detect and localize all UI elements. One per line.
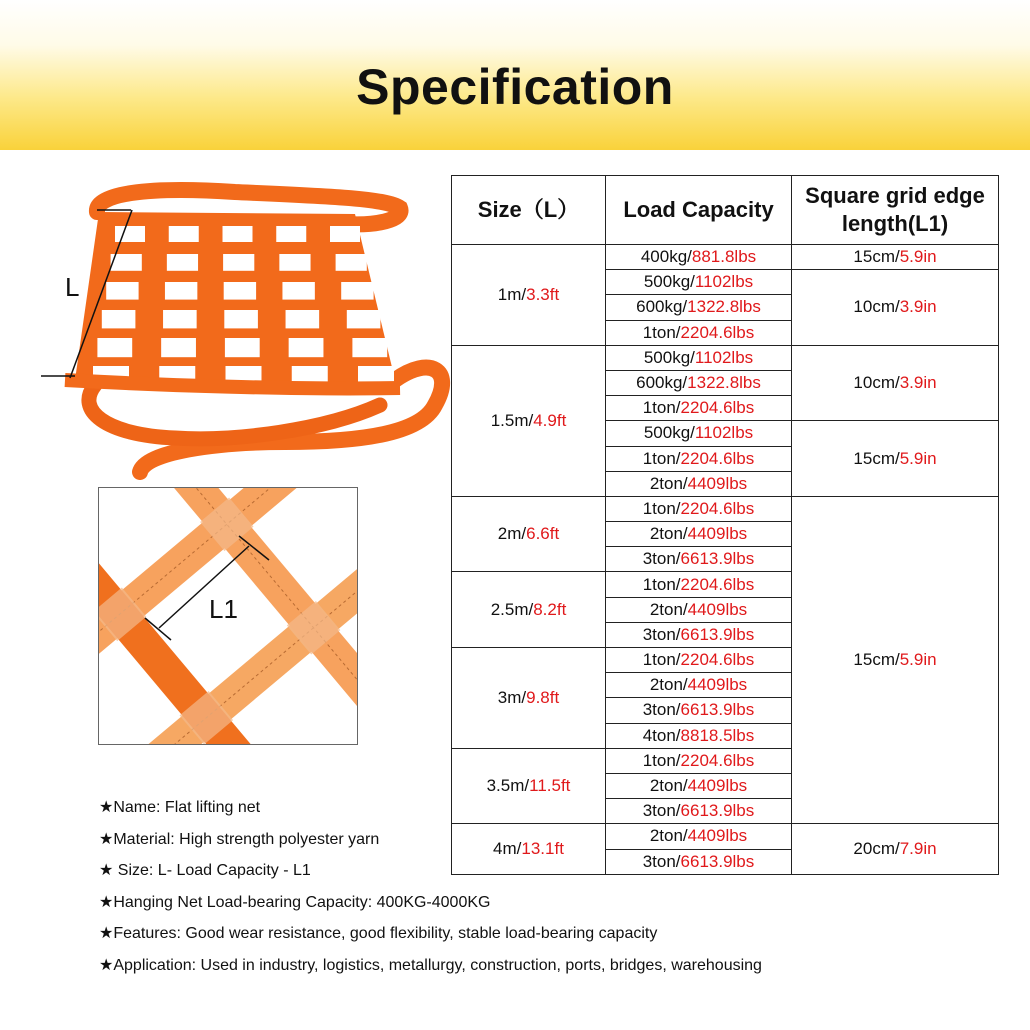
- grid-edge-cell: 10cm/3.9in: [792, 270, 999, 346]
- size-cell: 3.5m/11.5ft: [452, 748, 606, 824]
- size-cell: 2m/6.6ft: [452, 496, 606, 572]
- table-row: [452, 496, 999, 521]
- load-capacity-cell: 2ton/4409lbs: [606, 522, 792, 547]
- load-capacity-cell: 400kg/881.8lbs: [606, 245, 792, 270]
- net-grid: [75, 212, 397, 388]
- load-capacity-cell: 2ton/4409lbs: [606, 673, 792, 698]
- note-size: ★ Size: L- Load Capacity - L1: [99, 862, 311, 880]
- size-cell: 3m/9.8ft: [452, 648, 606, 749]
- header-grid-edge: Square grid edge length(L1): [792, 176, 999, 245]
- size-cell: 1.5m/4.9ft: [452, 345, 606, 496]
- grid-edge-cell: 15cm/5.9in: [792, 245, 999, 270]
- size-cell: 1m/3.3ft: [452, 245, 606, 346]
- load-capacity-cell: 600kg/1322.8lbs: [606, 295, 792, 320]
- load-capacity-cell: 3ton/6613.9lbs: [606, 622, 792, 647]
- size-cell: 2.5m/8.2ft: [452, 572, 606, 648]
- size-cell: 4m/13.1ft: [452, 824, 606, 874]
- note-features: ★Features: Good wear resistance, good flexibility, stable load-bearing capacity: [99, 925, 658, 943]
- load-capacity-cell: 600kg/1322.8lbs: [606, 370, 792, 395]
- header-size: Size（L）: [452, 176, 606, 245]
- note-material: ★Material: High strength polyester yarn: [99, 830, 380, 848]
- load-capacity-cell: 1ton/2204.6lbs: [606, 748, 792, 773]
- load-capacity-cell: 1ton/2204.6lbs: [606, 496, 792, 521]
- load-capacity-cell: 1ton/2204.6lbs: [606, 446, 792, 471]
- grid-edge-cell: 15cm/5.9in: [792, 496, 999, 823]
- grid-detail-photo: [98, 487, 358, 745]
- load-capacity-cell: 2ton/4409lbs: [606, 597, 792, 622]
- table-header-row: [452, 176, 999, 245]
- load-capacity-cell: 2ton/4409lbs: [606, 824, 792, 849]
- load-capacity-cell: 3ton/6613.9lbs: [606, 698, 792, 723]
- load-capacity-cell: 500kg/1102lbs: [606, 421, 792, 446]
- grid-edge-cell: 15cm/5.9in: [792, 421, 999, 497]
- load-capacity-cell: 2ton/4409lbs: [606, 773, 792, 798]
- title-banner: [0, 0, 1030, 150]
- grid-edge-cell: 20cm/7.9in: [792, 824, 999, 874]
- note-capacity: ★Hanging Net Load-bearing Capacity: 400KG-4000KG: [99, 893, 491, 911]
- specification-table: [451, 175, 999, 875]
- load-capacity-cell: 1ton/2204.6lbs: [606, 572, 792, 597]
- load-capacity-cell: 2ton/4409lbs: [606, 471, 792, 496]
- grid-edge-cell: 10cm/3.9in: [792, 345, 999, 421]
- feature-notes: [99, 797, 999, 987]
- table-row: [452, 245, 999, 270]
- load-capacity-cell: 1ton/2204.6lbs: [606, 396, 792, 421]
- lifting-net-photo: [35, 180, 455, 480]
- load-capacity-cell: 3ton/6613.9lbs: [606, 547, 792, 572]
- load-capacity-cell: 3ton/6613.9lbs: [606, 849, 792, 874]
- load-capacity-cell: 500kg/1102lbs: [606, 345, 792, 370]
- load-capacity-cell: 4ton/8818.5lbs: [606, 723, 792, 748]
- note-name: ★Name: Flat lifting net: [99, 799, 261, 816]
- load-capacity-cell: 1ton/2204.6lbs: [606, 320, 792, 345]
- header-load-capacity: Load Capacity: [606, 176, 792, 245]
- page-title: Specification: [356, 59, 674, 115]
- load-capacity-cell: 1ton/2204.6lbs: [606, 648, 792, 673]
- grid-edge-label: L1: [209, 594, 238, 624]
- length-label: L: [65, 272, 80, 302]
- note-application: ★Application: Used in industry, logistics, metallurgy, construction, ports, bridges, warehousing: [99, 956, 762, 974]
- load-capacity-cell: 3ton/6613.9lbs: [606, 799, 792, 824]
- load-capacity-cell: 500kg/1102lbs: [606, 270, 792, 295]
- table-row: [452, 345, 999, 370]
